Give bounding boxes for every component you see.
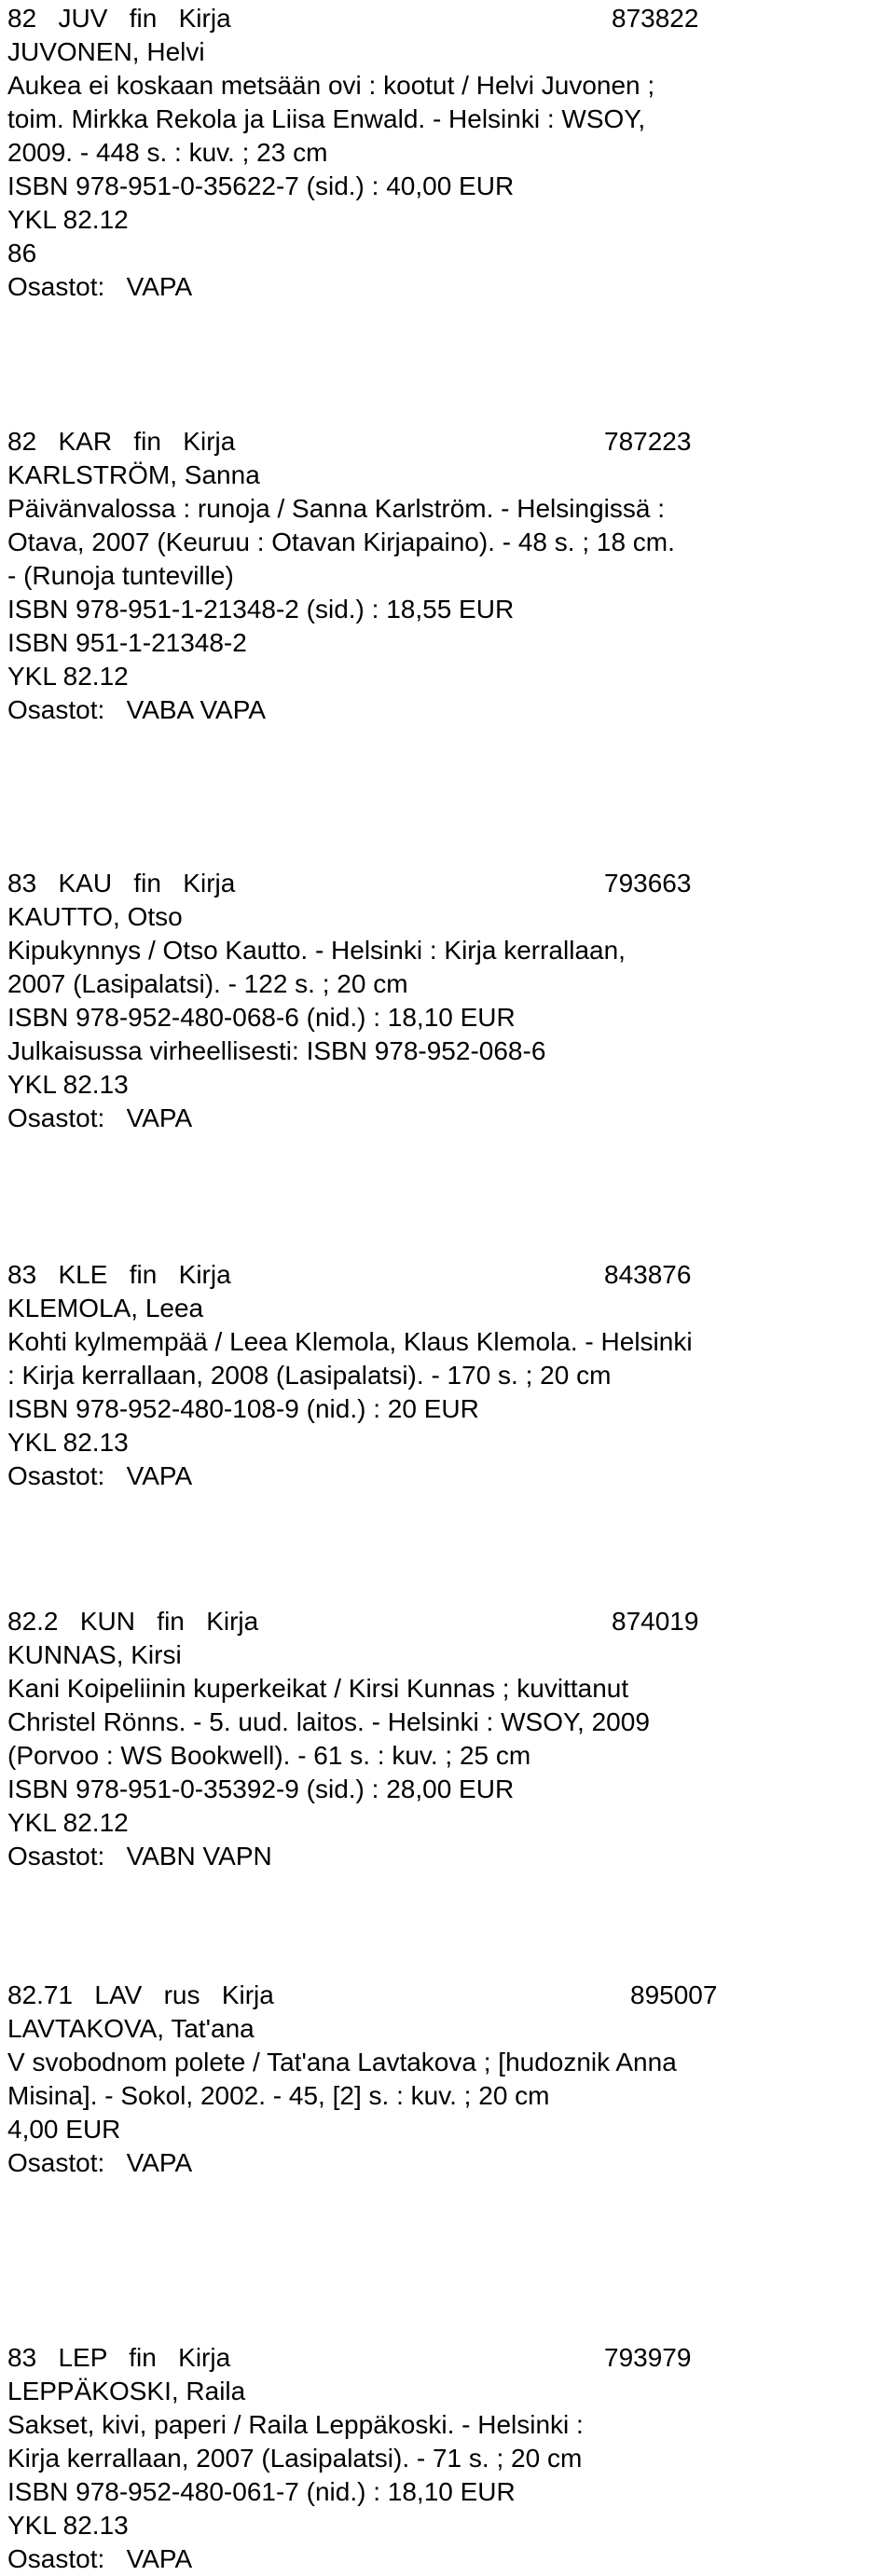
entry-header [7, 2341, 888, 2375]
entry-line: 2009. - 448 s. : kuv. ; 23 cm [7, 138, 328, 167]
entry-line: Aukea ei koskaan metsään ovi : kootut / Helvi Juvonen ; [7, 71, 655, 100]
entry-record-id: 843876 [604, 1260, 692, 1289]
entry-classification: 82.2 KUN fin Kirja [7, 1607, 259, 1636]
entry-isbn: ISBN 978-952-480-061-7 (nid.) : 18,10 EUR [7, 2477, 516, 2506]
entry-ykl: YKL 82.13 [7, 1428, 129, 1457]
entry-author: LEPPÄKOSKI, Raila [7, 2377, 246, 2405]
entry-isbn: ISBN 951-1-21348-2 [7, 628, 247, 657]
catalog-entry [7, 1258, 888, 1493]
entry-departments: Osastot: VAPA [7, 2544, 193, 2573]
entry-departments: Osastot: VABA VAPA [7, 695, 267, 724]
entry-departments: Osastot: VAPA [7, 2148, 193, 2177]
catalog-entry [7, 2, 888, 304]
entry-header [7, 1605, 888, 1638]
entry-line: 4,00 EUR [7, 2115, 121, 2144]
entry-classification: 83 LEP fin Kirja [7, 2343, 231, 2372]
entry-line: V svobodnom polete / Tat'ana Lavtakova ; [hudoznik Anna [7, 2048, 677, 2076]
catalog-entry [7, 425, 888, 727]
entry-record-id: 793979 [604, 2343, 692, 2372]
entry-line: : Kirja kerrallaan, 2008 (Lasipalatsi). - 170 s. ; 20 cm [7, 1361, 612, 1390]
entry-line: Kohti kylmempää / Leea Klemola, Klaus Klemola. - Helsinki [7, 1327, 693, 1356]
entry-record-id: 787223 [604, 427, 692, 456]
entry-line: Kani Koipeliinin kuperkeikat / Kirsi Kunnas ; kuvittanut [7, 1674, 629, 1703]
entry-record-id: 873822 [612, 4, 699, 33]
entry-departments: Osastot: VAPA [7, 1461, 193, 1490]
entry-line: Christel Rönns. - 5. uud. laitos. - Helsinki : WSOY, 2009 [7, 1707, 650, 1736]
entry-line: Misina]. - Sokol, 2002. - 45, [2] s. : kuv. ; 20 cm [7, 2081, 550, 2110]
entry-author: KUNNAS, Kirsi [7, 1640, 182, 1669]
entry-isbn: ISBN 978-951-0-35622-7 (sid.) : 40,00 EUR [7, 171, 515, 200]
entry-line: Julkaisussa virheellisesti: ISBN 978-952-068-6 [7, 1036, 546, 1065]
entry-author: KLEMOLA, Leea [7, 1294, 204, 1322]
entry-record-id: 874019 [612, 1607, 699, 1636]
entry-classification: 82 JUV fin Kirja [7, 4, 231, 33]
entry-isbn: ISBN 978-952-480-068-6 (nid.) : 18,10 EUR [7, 1003, 516, 1032]
entry-line: Kipukynnys / Otso Kautto. - Helsinki : Kirja kerrallaan, [7, 936, 626, 965]
entry-header [7, 1979, 888, 2012]
entry-author: KARLSTRÖM, Sanna [7, 460, 260, 489]
entry-line: - (Runoja tunteville) [7, 561, 234, 590]
entry-line: (Porvoo : WS Bookwell). - 61 s. : kuv. ; 25 cm [7, 1741, 531, 1770]
entry-author: KAUTTO, Otso [7, 902, 183, 931]
entry-line: Sakset, kivi, paperi / Raila Leppäkoski. - Helsinki : [7, 2410, 584, 2439]
entry-record-id: 793663 [604, 869, 692, 897]
entry-line: Otava, 2007 (Keuruu : Otavan Kirjapaino). - 48 s. ; 18 cm. [7, 528, 675, 556]
catalog-entry [7, 1979, 888, 2180]
entry-ykl: YKL 82.12 [7, 662, 129, 691]
entry-line: 86 [7, 239, 37, 267]
entry-record-id: 895007 [630, 1980, 718, 2009]
catalog-entry [7, 2341, 888, 2576]
entry-departments: Osastot: VABN VAPN [7, 1842, 272, 1870]
entry-header [7, 425, 888, 459]
catalog-entry [7, 867, 888, 1135]
entry-ykl: YKL 82.13 [7, 1070, 129, 1099]
entry-classification: 82.71 LAV rus Kirja [7, 1980, 274, 2009]
entry-line: Päivänvalossa : runoja / Sanna Karlström. - Helsingissä : [7, 494, 665, 523]
entry-ykl: YKL 82.13 [7, 2511, 129, 2540]
entry-author: LAVTAKOVA, Tat'ana [7, 2014, 255, 2043]
entry-isbn: ISBN 978-951-1-21348-2 (sid.) : 18,55 EUR [7, 595, 515, 623]
entry-classification: 83 KAU fin Kirja [7, 869, 236, 897]
entry-isbn: ISBN 978-952-480-108-9 (nid.) : 20 EUR [7, 1394, 479, 1423]
catalog-entry [7, 1605, 888, 1873]
entry-ykl: YKL 82.12 [7, 1808, 129, 1837]
entry-classification: 83 KLE fin Kirja [7, 1260, 231, 1289]
entry-isbn: ISBN 978-951-0-35392-9 (sid.) : 28,00 EUR [7, 1774, 515, 1803]
entry-departments: Osastot: VAPA [7, 1103, 193, 1132]
entry-departments: Osastot: VAPA [7, 272, 193, 301]
entry-ykl: YKL 82.12 [7, 205, 129, 234]
entry-classification: 82 KAR fin Kirja [7, 427, 236, 456]
entry-header [7, 867, 888, 900]
entry-header [7, 1258, 888, 1292]
entry-line: 2007 (Lasipalatsi). - 122 s. ; 20 cm [7, 969, 408, 998]
entry-author: JUVONEN, Helvi [7, 37, 205, 66]
entry-header [7, 2, 888, 35]
entry-line: toim. Mirkka Rekola ja Liisa Enwald. - Helsinki : WSOY, [7, 104, 646, 133]
entry-line: Kirja kerrallaan, 2007 (Lasipalatsi). - 71 s. ; 20 cm [7, 2444, 583, 2473]
